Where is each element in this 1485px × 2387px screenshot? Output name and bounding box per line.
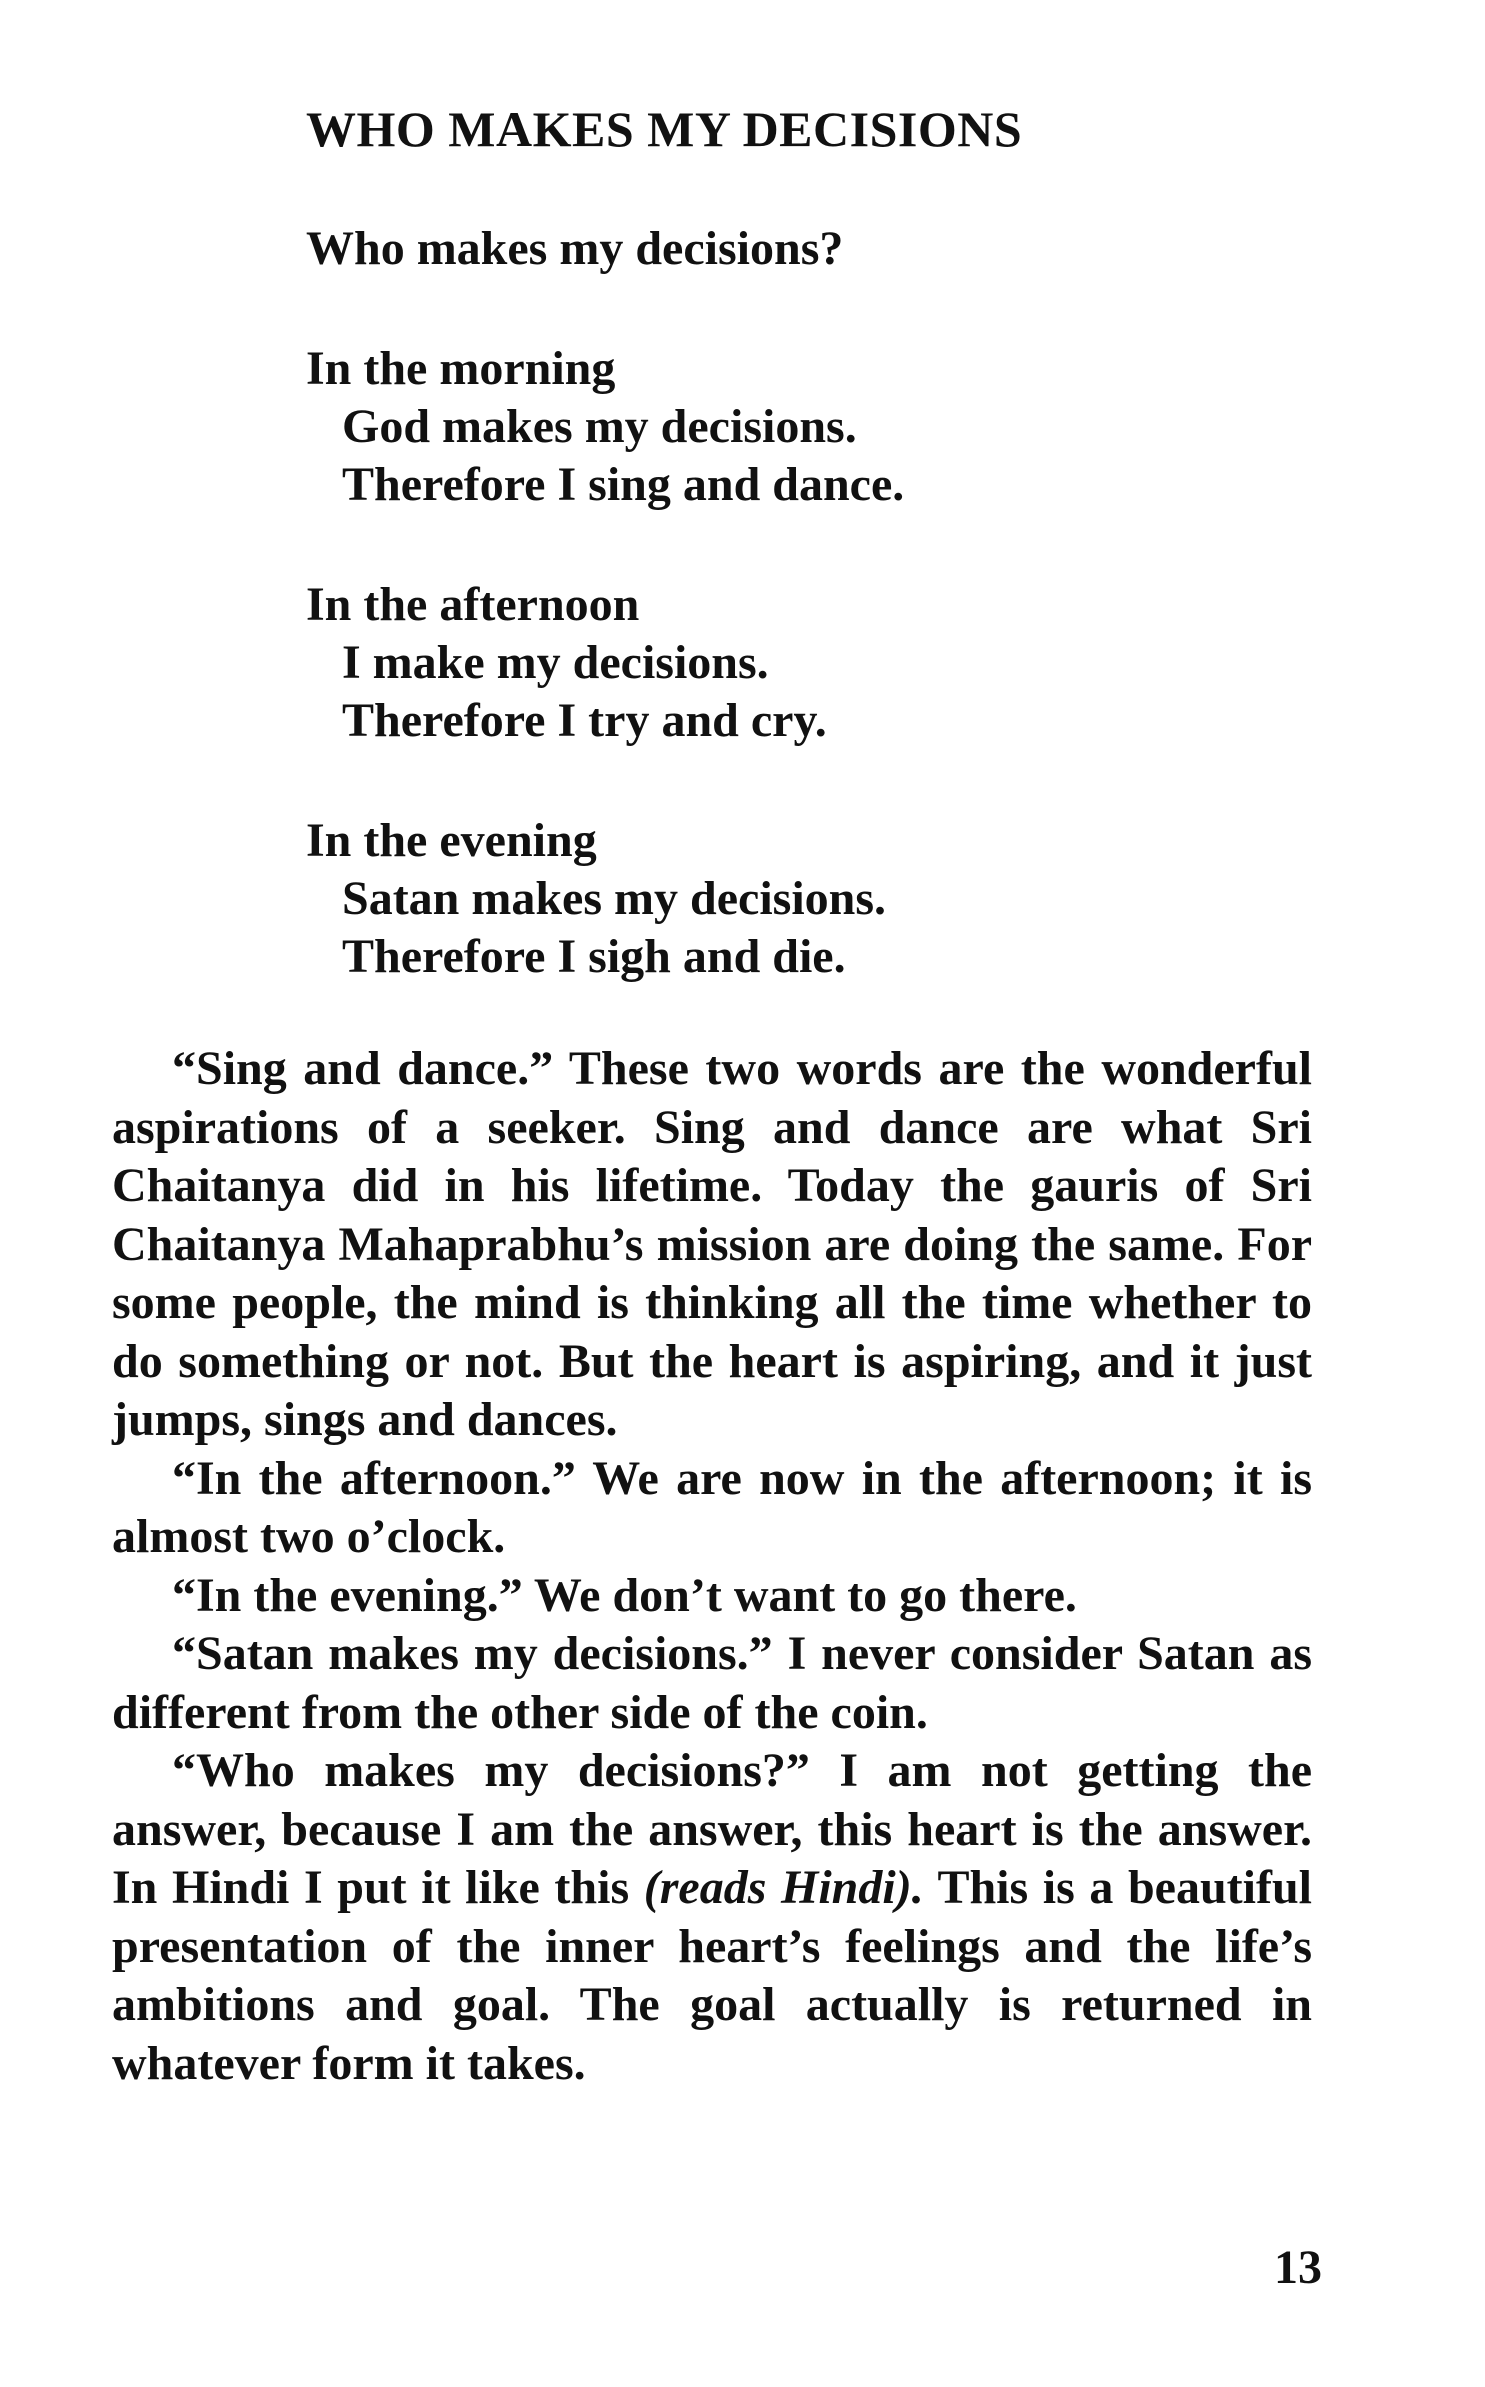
stanza-morning (306, 340, 1306, 514)
commentary (112, 1040, 1312, 2093)
poem (306, 220, 1306, 1048)
stanza-lead: In the morning (306, 342, 616, 395)
stanza-lead: In the evening (306, 814, 597, 867)
paragraph: “In the evening.” We don’t want to go there. (172, 1568, 1077, 1622)
paragraph: “Sing and dance.” These two words are the wonderful aspirations of a seeker. Sing and dance are what Sri Chaitanya did in his lifetime. Today the gauris of Sri Chaitanya Mahaprabhu’s mission are doing the same. For some people, the mind is thinking all the time whether to do something or not. But the heart is aspiring, and it just jumps, sings and dances. (112, 1042, 1312, 1446)
paragraph-text: This is a beautiful presentation of the inner heart’s feelings and the life’s ambitions and goal. The goal actually is returned in whatever form it takes. (112, 1861, 1313, 2090)
stanza-lead: In the afternoon (306, 578, 640, 631)
stanza-evening (306, 812, 1306, 986)
paragraph: “In the afternoon.” We are now in the afternoon; it is almost two o’clock. (112, 1451, 1312, 1563)
stanza-line: Therefore I sigh and die. (342, 930, 846, 983)
paragraph-text: “Who makes my decisions?” I am not getting the answer, because I am the answer, this heart is the answer. In Hindi I put it like this (112, 1744, 1312, 1914)
poem-question: Who makes my decisions? (306, 222, 844, 275)
stanza-line: God makes my decisions. (342, 400, 857, 453)
poem-title: WHO MAKES MY DECISIONS (306, 101, 1023, 157)
stanza-line: Therefore I sing and dance. (342, 458, 905, 511)
stanza-line: Satan makes my decisions. (342, 872, 887, 925)
paragraph (112, 1742, 1312, 2093)
page-number: 13 (1274, 2241, 1322, 2294)
italic-note: (reads Hindi). (643, 1861, 924, 1914)
stanza-line: I make my decisions. (342, 636, 769, 689)
stanza-afternoon (306, 576, 1306, 750)
paragraph: “Satan makes my decisions.” I never consider Satan as different from the other side of the coin. (112, 1627, 1312, 1739)
stanza-line: Therefore I try and cry. (342, 694, 827, 747)
